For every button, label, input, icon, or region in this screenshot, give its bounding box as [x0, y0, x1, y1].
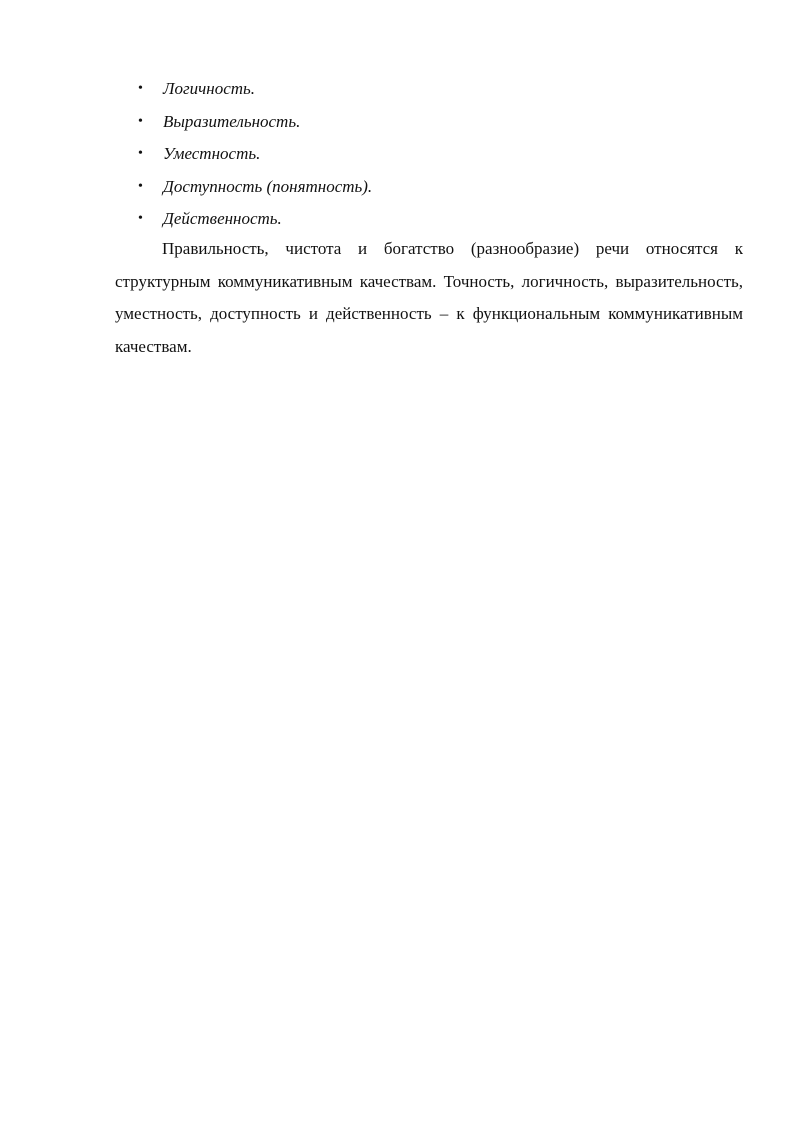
body-paragraph: Правильность, чистота и богатство (разнообразие) речи относятся к структурным коммуникативным качествам. Точность, логичность, выразительность, уместность, доступность и действенность – к функциональным коммуникативным качествам. [115, 239, 743, 356]
bullet-icon: • [138, 81, 143, 96]
list-item-text: Действенность. [163, 209, 282, 228]
bullet-icon: • [138, 146, 143, 161]
list-item-text: Логичность. [163, 79, 255, 98]
bullet-icon: • [138, 211, 143, 226]
list-item-text: Уместность. [163, 144, 261, 163]
bullet-icon: • [138, 113, 143, 129]
bullet-icon: • [138, 178, 143, 194]
list-item-text: Доступность (понятность). [163, 176, 373, 196]
list-item-text: Выразительность. [163, 111, 301, 131]
